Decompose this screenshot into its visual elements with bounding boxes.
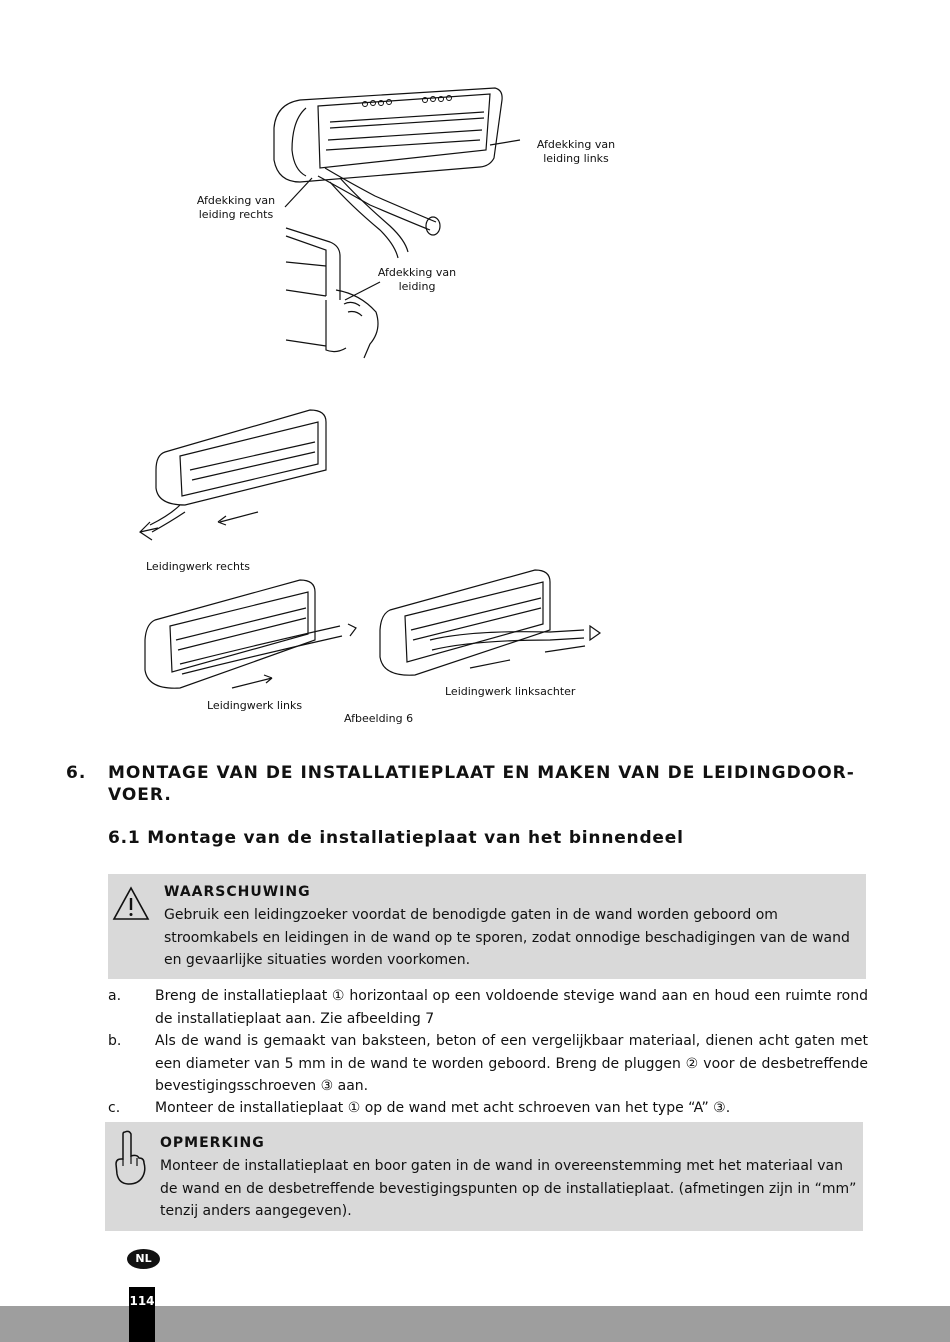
indoor-unit-left-rear-piping-drawing [380,570,600,675]
list-item-letter: c. [108,1100,121,1116]
label-piping-left-rear: Leidingwerk linksachter [445,685,576,698]
indoor-unit-back-drawing [274,88,520,258]
language-badge: NL [127,1249,160,1269]
note-title: OPMERKING [160,1135,265,1151]
section-number: 6. [66,763,87,783]
page-number: 114 [129,1294,155,1308]
list-item [108,1030,868,1098]
subsection-heading: 6.1 Montage van de installatieplaat van het binnendeel [108,828,684,848]
section-title: MONTAGE VAN DE INSTALLATIEPLAAT EN MAKEN VAN DE LEIDINGDOOR-VOER. [108,763,855,805]
warning-triangle-icon [112,886,150,922]
list-item [108,985,868,1030]
indoor-unit-left-piping-drawing [145,580,356,688]
pipe-cover-closeup-drawing [286,228,380,358]
label-cover: Afdekking van leiding [377,266,457,293]
label-cover-left: Afdekking van leiding links [536,138,616,165]
list-item-letter: b. [108,1033,122,1049]
section-heading [66,762,856,806]
indoor-unit-right-piping-drawing [140,410,326,540]
list-item-text: Breng de installatieplaat ① horizontaal op een voldoende stevige wand aan en houd een ruimte rond de installatieplaat aan. Zie afbeelding 7 [155,988,868,1027]
list-item-letter: a. [108,988,122,1004]
warning-box [108,874,866,979]
note-box [105,1122,863,1231]
label-cover-right: Afdekking van leiding rechts [196,194,276,221]
pointing-hand-icon [111,1128,147,1188]
figure-caption: Afbeelding 6 [344,712,414,725]
label-piping-right: Leidingwerk rechts [146,560,251,573]
label-piping-left: Leidingwerk links [207,699,303,712]
list-item-text: Monteer de installatieplaat ① op de wand met acht schroeven van het type “A” ③. [155,1100,731,1116]
list-item [108,1097,868,1120]
list-item-text: Als de wand is gemaakt van baksteen, beton of een vergelijkbaar materiaal, dienen acht gaten met een diameter van 5 mm in de wand te worden geboord. Breng de pluggen ② voor de desbetreffende bevestigingsschroeven ③ aan. [155,1033,868,1094]
note-text: Monteer de installatieplaat en boor gaten in de wand in overeenstemming met het materiaal van de wand en de desbetreffende bevestigingspunten op de installatieplaat. (afmetingen zijn in “mm” tenzij anders aangegeven). [160,1158,857,1219]
warning-title: WAARSCHUWING [164,884,311,900]
warning-text: Gebruik een leidingzoeker voordat de benodigde gaten in de wand worden geboord om stroomkabels en leidingen in de wand op te sporen, zodat onnodige beschadigingen van de wand en gevaarlijke situaties worden voorkomen. [164,907,850,968]
